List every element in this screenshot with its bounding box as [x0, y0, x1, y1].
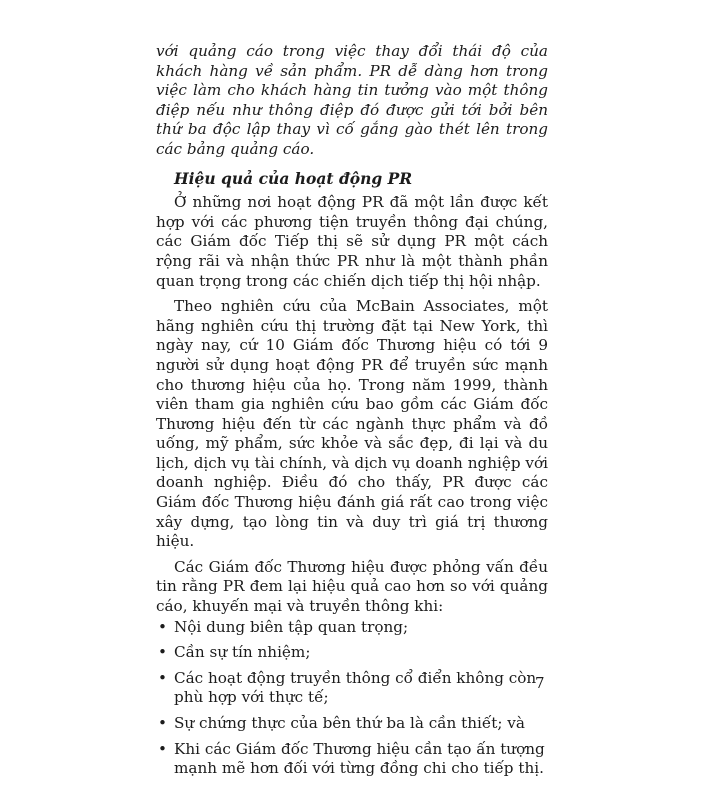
body-paragraph-3: Các Giám đốc Thương hiệu được phỏng vấn đều tin rằng PR đem lại hiệu quả cao hơn so với quảng cáo, khuyến mại và truyền thông khi:	[156, 557, 548, 616]
bullet-text: Khi các Giám đốc Thương hiệu cần tạo ấn tượng mạnh mẽ hơn đối với từng đồng chi cho tiếp thị.	[174, 739, 545, 778]
bullet-icon: •	[158, 617, 167, 636]
bullet-item	[156, 669, 548, 708]
bullet-item	[156, 618, 548, 638]
bullet-text: Các hoạt động truyền thông cổ điển không còn phù hợp với thực tế;	[174, 668, 537, 707]
body-paragraph-2: Theo nghiên cứu của McBain Associates, một hãng nghiên cứu thị trường đặt tại New York, thì ngày nay, cứ 10 Giám đốc Thương hiệu có tới 9 người sử dụng hoạt động PR để truyền sức mạnh cho thương hiệu của họ. Trong năm 1999, thành viên tham gia nghiên cứu bao gồm các Giám đốc Thương hiệu đến từ các ngành thực phẩm và đồ uống, mỹ phẩm, sức khỏe và sắc đẹp, đi lại và du lịch, dịch vụ tài chính, và dịch vụ doanh nghiệp với doanh nghiệp. Điều đó cho thấy, PR được các Giám đốc Thương hiệu đánh giá rất cao trong việc xây dựng, tạo lòng tin và duy trì giá trị thương hiệu.	[156, 297, 548, 551]
bullet-icon: •	[158, 714, 167, 732]
bullet-text: Cần sự tín nhiệm;	[174, 643, 311, 662]
page-number: 7	[535, 674, 545, 692]
bullet-item	[156, 740, 548, 779]
bullet-icon: •	[158, 668, 167, 687]
bullet-list	[156, 618, 548, 779]
bullet-text: Nội dung biên tập quan trọng;	[174, 617, 409, 636]
body-paragraph-1: Ở những nơi hoạt động PR đã một lần được kết hợp với các phương tiện truyền thông đại chúng, các Giám đốc Tiếp thị sẽ sử dụng PR một cách rộng rãi và nhận thức PR như là một thành phần quan trọng trong các chiến dịch tiếp thị hội nhập.	[156, 193, 548, 290]
page-body	[156, 42, 548, 785]
bullet-icon: •	[158, 739, 167, 758]
bullet-item	[156, 643, 548, 663]
bullet-item	[156, 714, 548, 734]
bullet-icon: •	[158, 643, 167, 662]
bullet-text: Sự chứng thực của bên thứ ba là cần thiết; và	[174, 714, 525, 732]
intro-paragraph: với quảng cáo trong việc thay đổi thái độ của khách hàng về sản phẩm. PR dễ dàng hơn trong việc làm cho khách hàng tin tưởng vào một thông điệp nếu như thông điệp đó được gửi tới bởi bên thứ ba độc lập thay vì cố gắng gào thét lên trong các bảng quảng cáo.	[156, 42, 548, 158]
section-heading: Hiệu quả của hoạt động PR	[174, 168, 413, 188]
